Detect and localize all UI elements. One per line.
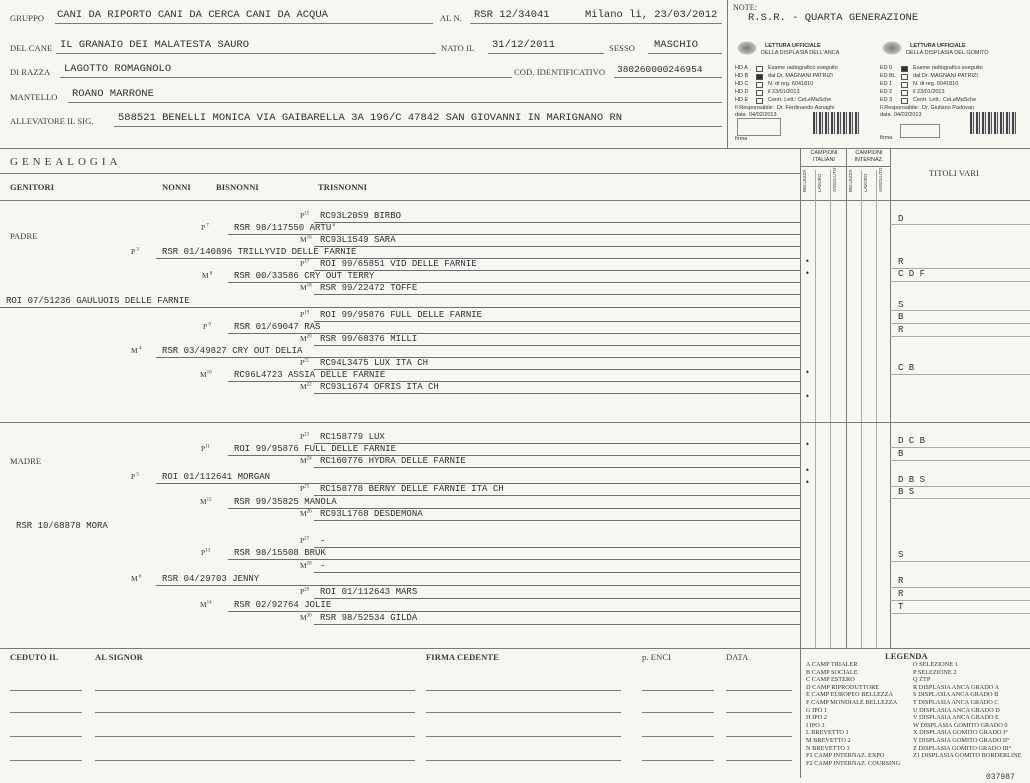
- col-genitori: GENITORI: [10, 182, 55, 192]
- serial-number: 037987: [986, 773, 1015, 782]
- pedigree-p27: -: [314, 536, 800, 548]
- legenda-title: LEGENDA: [885, 651, 928, 661]
- checkbox: [756, 66, 763, 72]
- anca-grade-c: HD C: [735, 81, 749, 87]
- pedigree-p29: ROI 01/112643 MARS: [314, 587, 800, 599]
- checked-box-icon: [756, 74, 763, 80]
- gruppo-value: CANI DA RIPORTO CANI DA CERCA CANI DA ACQUA: [57, 9, 328, 21]
- gomito-resp-value: Dr. Giuliano Padovan: [922, 105, 974, 111]
- al-n-label: AL N.: [440, 13, 462, 23]
- checkbox: [756, 82, 763, 88]
- legenda-item: P SELEZIONE 2: [913, 668, 957, 676]
- gomito-grade: ED BL: [880, 73, 896, 79]
- penci-label: p. ENCI: [642, 652, 672, 662]
- gomito-line: Esame radiografico eseguito: [913, 65, 983, 71]
- sesso-value: MASCHIO: [654, 39, 699, 51]
- titolo: R: [898, 589, 904, 599]
- legenda-item: O SELEZIONE 1: [913, 661, 958, 668]
- gomito-line: N. di reg. 6041810: [913, 81, 959, 87]
- gomito-grade: ED 1: [880, 81, 893, 87]
- anca-resp-value: Dr. Ferdinando Asnaghi: [777, 105, 835, 111]
- titolo: D B S: [898, 475, 926, 485]
- pedigree-m4: RSR 03/49827 CRY OUT DELIA: [156, 346, 800, 358]
- al-n-value: RSR 12/34041: [474, 9, 550, 21]
- pedigree-p7: RSR 98/117550 ARTU': [228, 223, 800, 235]
- pedigree-m10: RC96L4723 ASSIA DELLE FARNIE: [228, 370, 800, 382]
- legenda-item: Z DISPLASIA GOMITO GRADO III°: [913, 744, 1012, 752]
- nato-value: 31/12/2011: [492, 39, 556, 51]
- pedigree-p9: RSR 01/69047 RAS: [228, 322, 800, 334]
- checkbox: [756, 90, 763, 96]
- legenda-item: V DISPLASIA ANCA GRADO E: [913, 714, 999, 722]
- champion-mark: •: [805, 257, 810, 266]
- anca-subtitle: DELLA DISPLASIA DELL'ANCA: [761, 50, 840, 56]
- legenda-item: Y DISPLASIA GOMITO GRADO II°: [913, 736, 1010, 744]
- anca-line: Esame radiografico eseguito: [768, 65, 838, 71]
- pedigree-p13: RSR 98/15508 BRUK: [228, 548, 800, 560]
- legenda-item: I IPO 3: [806, 721, 825, 729]
- checkbox: [901, 90, 908, 96]
- signature: [737, 118, 781, 136]
- allevatore-label: ALLEVATORE IL SIG.: [10, 116, 94, 126]
- titolo: C D F: [898, 269, 926, 279]
- checkbox: [901, 98, 908, 104]
- cane-label: DEL CANE: [10, 43, 53, 53]
- legenda-item: H IPO 2: [806, 714, 827, 722]
- campioni-it: CAMPIONI ITALIANI: [810, 150, 838, 163]
- checkbox: [756, 98, 763, 104]
- sub-col: LAVORO: [817, 173, 822, 192]
- legenda-item: T DISPLASIA ANCA GRADO C: [913, 698, 999, 706]
- pedigree-p25: RC158778 BERNY DELLE FARNIE ITA CH: [314, 484, 800, 496]
- checkbox: [901, 74, 908, 80]
- gomito-data-value: 04/02/2013: [894, 112, 922, 118]
- enci-logo-icon: [882, 41, 902, 55]
- firma-cedente-label: FIRMA CEDENTE: [426, 652, 499, 662]
- titolo: R: [898, 325, 904, 335]
- barcode-icon: [813, 112, 859, 134]
- legenda-item: F2 CAMP INTERNAZ. COURSING: [806, 759, 901, 767]
- allevatore-value: 588521 BENELLI MONICA VIA GAIBARELLA 3A 196/C 47842 SAN GIOVANNI IN MARIGNANO RN: [118, 112, 623, 124]
- pedigree-m16: RC93L1549 SARA: [314, 235, 800, 247]
- titolo: R: [898, 576, 904, 586]
- pedigree-m14: RSR 02/92764 JOLIE: [228, 600, 800, 612]
- pedigree-p21: RC94L3475 LUX ITA CH: [314, 358, 800, 370]
- legenda-item: G IPO 1: [806, 706, 827, 714]
- col-trisnonni: TRISNONNI: [318, 182, 368, 192]
- genealogia-title: GENEALOGIA: [10, 156, 122, 168]
- razza-label: DI RAZZA: [10, 67, 51, 77]
- pedigree-p17: ROI 99/65851 VID DELLE FARNIE: [314, 259, 800, 271]
- gomito-line: dal Dr. MAGNANI PATRIZI: [913, 73, 978, 79]
- pedigree-p5: ROI 01/112641 MORGAN: [156, 472, 800, 484]
- anca-grade-b: HD B: [735, 73, 749, 79]
- legenda-left: [806, 661, 900, 767]
- anca-line: dal Dr. MAGNANI PATRIZI: [768, 73, 833, 79]
- legenda-item: F1 CAMP INTERNAZ. EXPO: [806, 752, 885, 760]
- pedigree-m18: RSR 99/22472 TOFFE: [314, 283, 800, 295]
- gruppo-label: GRUPPO: [10, 13, 45, 23]
- gomito-grade: ED 2: [880, 89, 893, 95]
- anca-resp-label: Il Responsabile:: [735, 105, 775, 111]
- titolo: B: [898, 449, 904, 459]
- padre-label: PADRE: [10, 231, 38, 241]
- gomito-data-label: data: [880, 112, 891, 118]
- champion-mark: •: [805, 368, 810, 377]
- madre-label: MADRE: [10, 456, 42, 466]
- pedigree-madre: RSR 10/68878 MORA: [16, 521, 108, 531]
- anca-line: Centr. Lett.: CeLeMaSche: [768, 97, 832, 103]
- legenda-item: A CAMP TRIALER: [806, 661, 858, 668]
- titolo: D: [898, 214, 904, 224]
- legenda-item: C CAMP ESTERO: [806, 676, 855, 684]
- cane-value: IL GRANAIO DEI MALATESTA SAURO: [60, 39, 250, 51]
- note-label: NOTE:: [733, 3, 758, 12]
- sub-col: BELLEZZA: [802, 169, 807, 192]
- titolo: T: [898, 602, 904, 612]
- legenda-item: X DISPLASIA GOMITO GRADO I°: [913, 729, 1008, 737]
- gomito-grade: ED 3: [880, 97, 893, 103]
- anca-grade-d: HD D: [735, 89, 749, 95]
- sesso-label: SESSO: [609, 43, 636, 53]
- legenda-item: L BREVETTO 1: [806, 729, 849, 737]
- anca-data-value: 04/02/2013: [749, 112, 777, 118]
- titolo: B S: [898, 487, 915, 497]
- anca-grade-e: HD E: [735, 97, 749, 103]
- razza-value: LAGOTTO ROMAGNOLO: [64, 63, 172, 75]
- cod-value: 380260000246954: [617, 64, 703, 75]
- legenda-item: N BREVETTO 3: [806, 744, 850, 752]
- pedigree-padre: ROI 07/51236 GAULUOIS DELLE FARNIE: [0, 296, 800, 308]
- pedigree-m30: RSR 98/52534 GILDA: [314, 613, 800, 625]
- pedigree-m20: RSR 99/68376 MILLI: [314, 334, 800, 346]
- campioni-int: CAMPIONI INTERNAZ.: [854, 150, 884, 163]
- ceduto-label: CEDUTO IL: [10, 652, 59, 662]
- anca-grade-a: HD A: [735, 65, 748, 71]
- pedigree-p23: RC158779 LUX: [314, 432, 800, 444]
- nato-label: NATO IL: [441, 43, 475, 53]
- gomito-subtitle: DELLA DISPLASIA DEL GOMITO: [906, 50, 989, 56]
- anca-firma-label: firma: [735, 136, 748, 142]
- pedigree-m12: RSR 99/35825 MANOLA: [228, 497, 800, 509]
- pedigree-p15: RC93L2059 BIRBO: [314, 211, 800, 223]
- champion-mark: •: [805, 440, 810, 449]
- gomito-line: Centr. Lett.: CeLeMaSche: [913, 97, 977, 103]
- gomito-certificate: [880, 38, 1026, 146]
- champion-mark: •: [805, 466, 810, 475]
- note-value: R.S.R. - QUARTA GENERAZIONE: [748, 12, 919, 24]
- anca-title: LETTURA UFFICIALE: [765, 43, 821, 49]
- pedigree-p11: ROI 99/95876 FULL DELLE FARNIE: [228, 444, 800, 456]
- checked-box-icon: [901, 66, 908, 72]
- titolo: S: [898, 550, 904, 560]
- legenda-item: B CAMP SOCIALE: [806, 668, 858, 676]
- gomito-line: il 23/01/2013: [913, 89, 945, 95]
- sub-col: BELLEZZA: [848, 169, 853, 192]
- anca-line: N. di reg. 6041810: [768, 81, 814, 87]
- titolo: B: [898, 312, 904, 322]
- mantello-label: MANTELLO: [10, 92, 58, 102]
- place-date: Milano li, 23/03/2012: [585, 9, 718, 21]
- sub-col: ASSOLUTO: [878, 167, 883, 192]
- signature: [900, 124, 940, 138]
- legenda-item: S DISPLASIA ANCA GRADO B: [913, 691, 999, 699]
- sub-col: ASSOLUTO: [832, 167, 837, 192]
- anca-certificate: [735, 38, 873, 146]
- champion-mark: •: [805, 392, 810, 401]
- pedigree-m24: RC160776 HYDRA DELLE FARNIE: [314, 456, 800, 468]
- legenda-right: [913, 661, 1022, 760]
- legenda-item: Q ZTP: [913, 676, 931, 684]
- titolo: D C B: [898, 436, 926, 446]
- titoli-vari: TITOLI VARI: [929, 168, 979, 178]
- pedigree-m6: RSR 04/29703 JENNY: [156, 574, 800, 586]
- data-label: DATA: [726, 652, 749, 662]
- titolo: S: [898, 300, 904, 310]
- legenda-item: D CAMP RIPRODUTTORE: [806, 683, 880, 691]
- pedigree-m8: RSR 00/33586 CRY OUT TERRY: [228, 271, 800, 283]
- champion-mark: •: [805, 269, 810, 278]
- legenda-item: R DISPLASIA ANCA GRADO A: [913, 683, 1000, 691]
- legenda-item: F CAMP MONDIALE BELLEZZA: [806, 698, 898, 706]
- legenda-item: W DISPLASIA GOMITO GRADO 0: [913, 721, 1008, 729]
- gomito-title: LETTURA UFFICIALE: [910, 43, 966, 49]
- sub-col: LAVORO: [863, 173, 868, 192]
- barcode-icon: [970, 112, 1016, 134]
- champion-mark: •: [805, 478, 810, 487]
- cod-label: COD. IDENTIFICATIVO: [514, 67, 606, 77]
- pedigree-m28: -: [314, 561, 800, 573]
- anca-data-label: data: [735, 112, 746, 118]
- col-bisnonni: BISNONNI: [216, 182, 259, 192]
- legenda-item: M BREVETTO 2: [806, 736, 851, 744]
- legenda-item: Z1 DISPLASIA GOMITO BORDERLINE: [913, 752, 1022, 760]
- gomito-resp-label: Il Responsabile:: [880, 105, 920, 111]
- signor-label: AL SIGNOR: [95, 652, 143, 662]
- legenda-item: U DISPLASIA ANCA GRADO D: [913, 706, 1000, 714]
- pedigree-p19: ROI 99/95876 FULL DELLE FARNIE: [314, 310, 800, 322]
- legenda-item: E CAMP EUROPEO BELLEZZA: [806, 691, 894, 699]
- titolo: C B: [898, 363, 915, 373]
- pedigree-m26: RC93L1768 DESDEMONA: [314, 509, 800, 521]
- checkbox: [901, 82, 908, 88]
- pedigree-m22: RC93L1674 OFRIS ITA CH: [314, 382, 800, 394]
- col-nonni: NONNI: [162, 182, 191, 192]
- anca-line: il 23/01/2013: [768, 89, 800, 95]
- titolo: R: [898, 257, 904, 267]
- mantello-value: ROANO MARRONE: [72, 88, 154, 100]
- gomito-grade: ED 0: [880, 65, 893, 71]
- pedigree-p3: RSR 01/140896 TRILLYVID DELLE FARNIE: [156, 247, 800, 259]
- gomito-firma-label: firma: [880, 135, 893, 141]
- enci-logo-icon: [737, 41, 757, 55]
